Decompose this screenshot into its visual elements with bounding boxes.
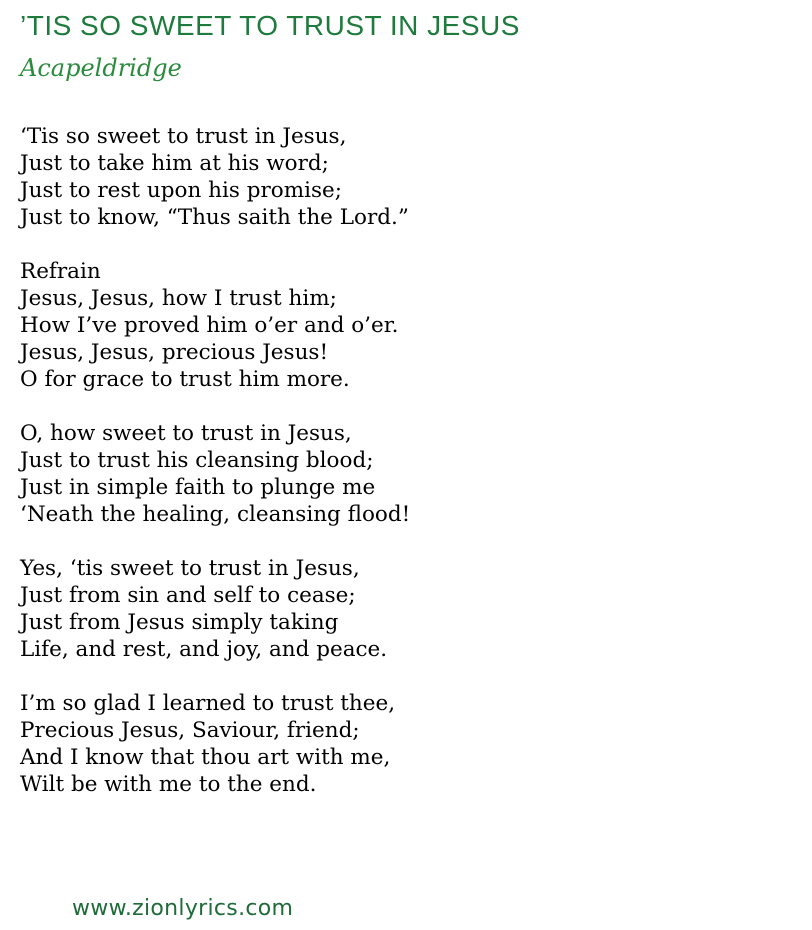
lyric-line: Precious Jesus, Saviour, friend; xyxy=(20,718,360,743)
lyric-line: Jesus, Jesus, how I trust him; xyxy=(20,286,337,311)
stanza-1 xyxy=(20,123,790,231)
stanza-4 xyxy=(20,690,790,798)
lyrics-body xyxy=(20,123,790,825)
lyric-line: ‘Neath the healing, cleansing flood! xyxy=(20,502,411,527)
lyric-line: Just to rest upon his promise; xyxy=(20,178,342,203)
lyric-line: Just from sin and self to cease; xyxy=(20,583,356,608)
lyric-line: And I know that thou art with me, xyxy=(20,745,391,770)
lyric-line: How I’ve proved him o’er and o’er. xyxy=(20,313,399,338)
lyric-line: Life, and rest, and joy, and peace. xyxy=(20,637,388,662)
song-title: ’TIS SO SWEET TO TRUST IN JESUS xyxy=(20,10,520,41)
lyric-line: O for grace to trust him more. xyxy=(20,367,350,392)
refrain-label: Refrain xyxy=(20,259,101,284)
lyric-line: Yes, ‘tis sweet to trust in Jesus, xyxy=(20,556,360,581)
lyric-line: Just to know, “Thus saith the Lord.” xyxy=(20,205,409,230)
lyric-line: Just in simple faith to plunge me xyxy=(20,475,376,500)
lyric-line: Just from Jesus simply taking xyxy=(20,610,339,635)
stanza-3 xyxy=(20,555,790,663)
website-url: www.zionlyrics.com xyxy=(72,896,294,921)
lyric-line: Wilt be with me to the end. xyxy=(20,772,317,797)
stanza-2 xyxy=(20,420,790,528)
lyric-line: Just to trust his cleansing blood; xyxy=(20,448,374,473)
author-name: Acapeldridge xyxy=(20,54,182,82)
lyric-line: I’m so glad I learned to trust thee, xyxy=(20,691,396,716)
stanza-refrain xyxy=(20,258,790,393)
lyric-line: ‘Tis so sweet to trust in Jesus, xyxy=(20,124,347,149)
lyric-line: Just to take him at his word; xyxy=(20,151,329,176)
lyric-line: Jesus, Jesus, precious Jesus! xyxy=(20,340,329,365)
lyric-line: O, how sweet to trust in Jesus, xyxy=(20,421,352,446)
